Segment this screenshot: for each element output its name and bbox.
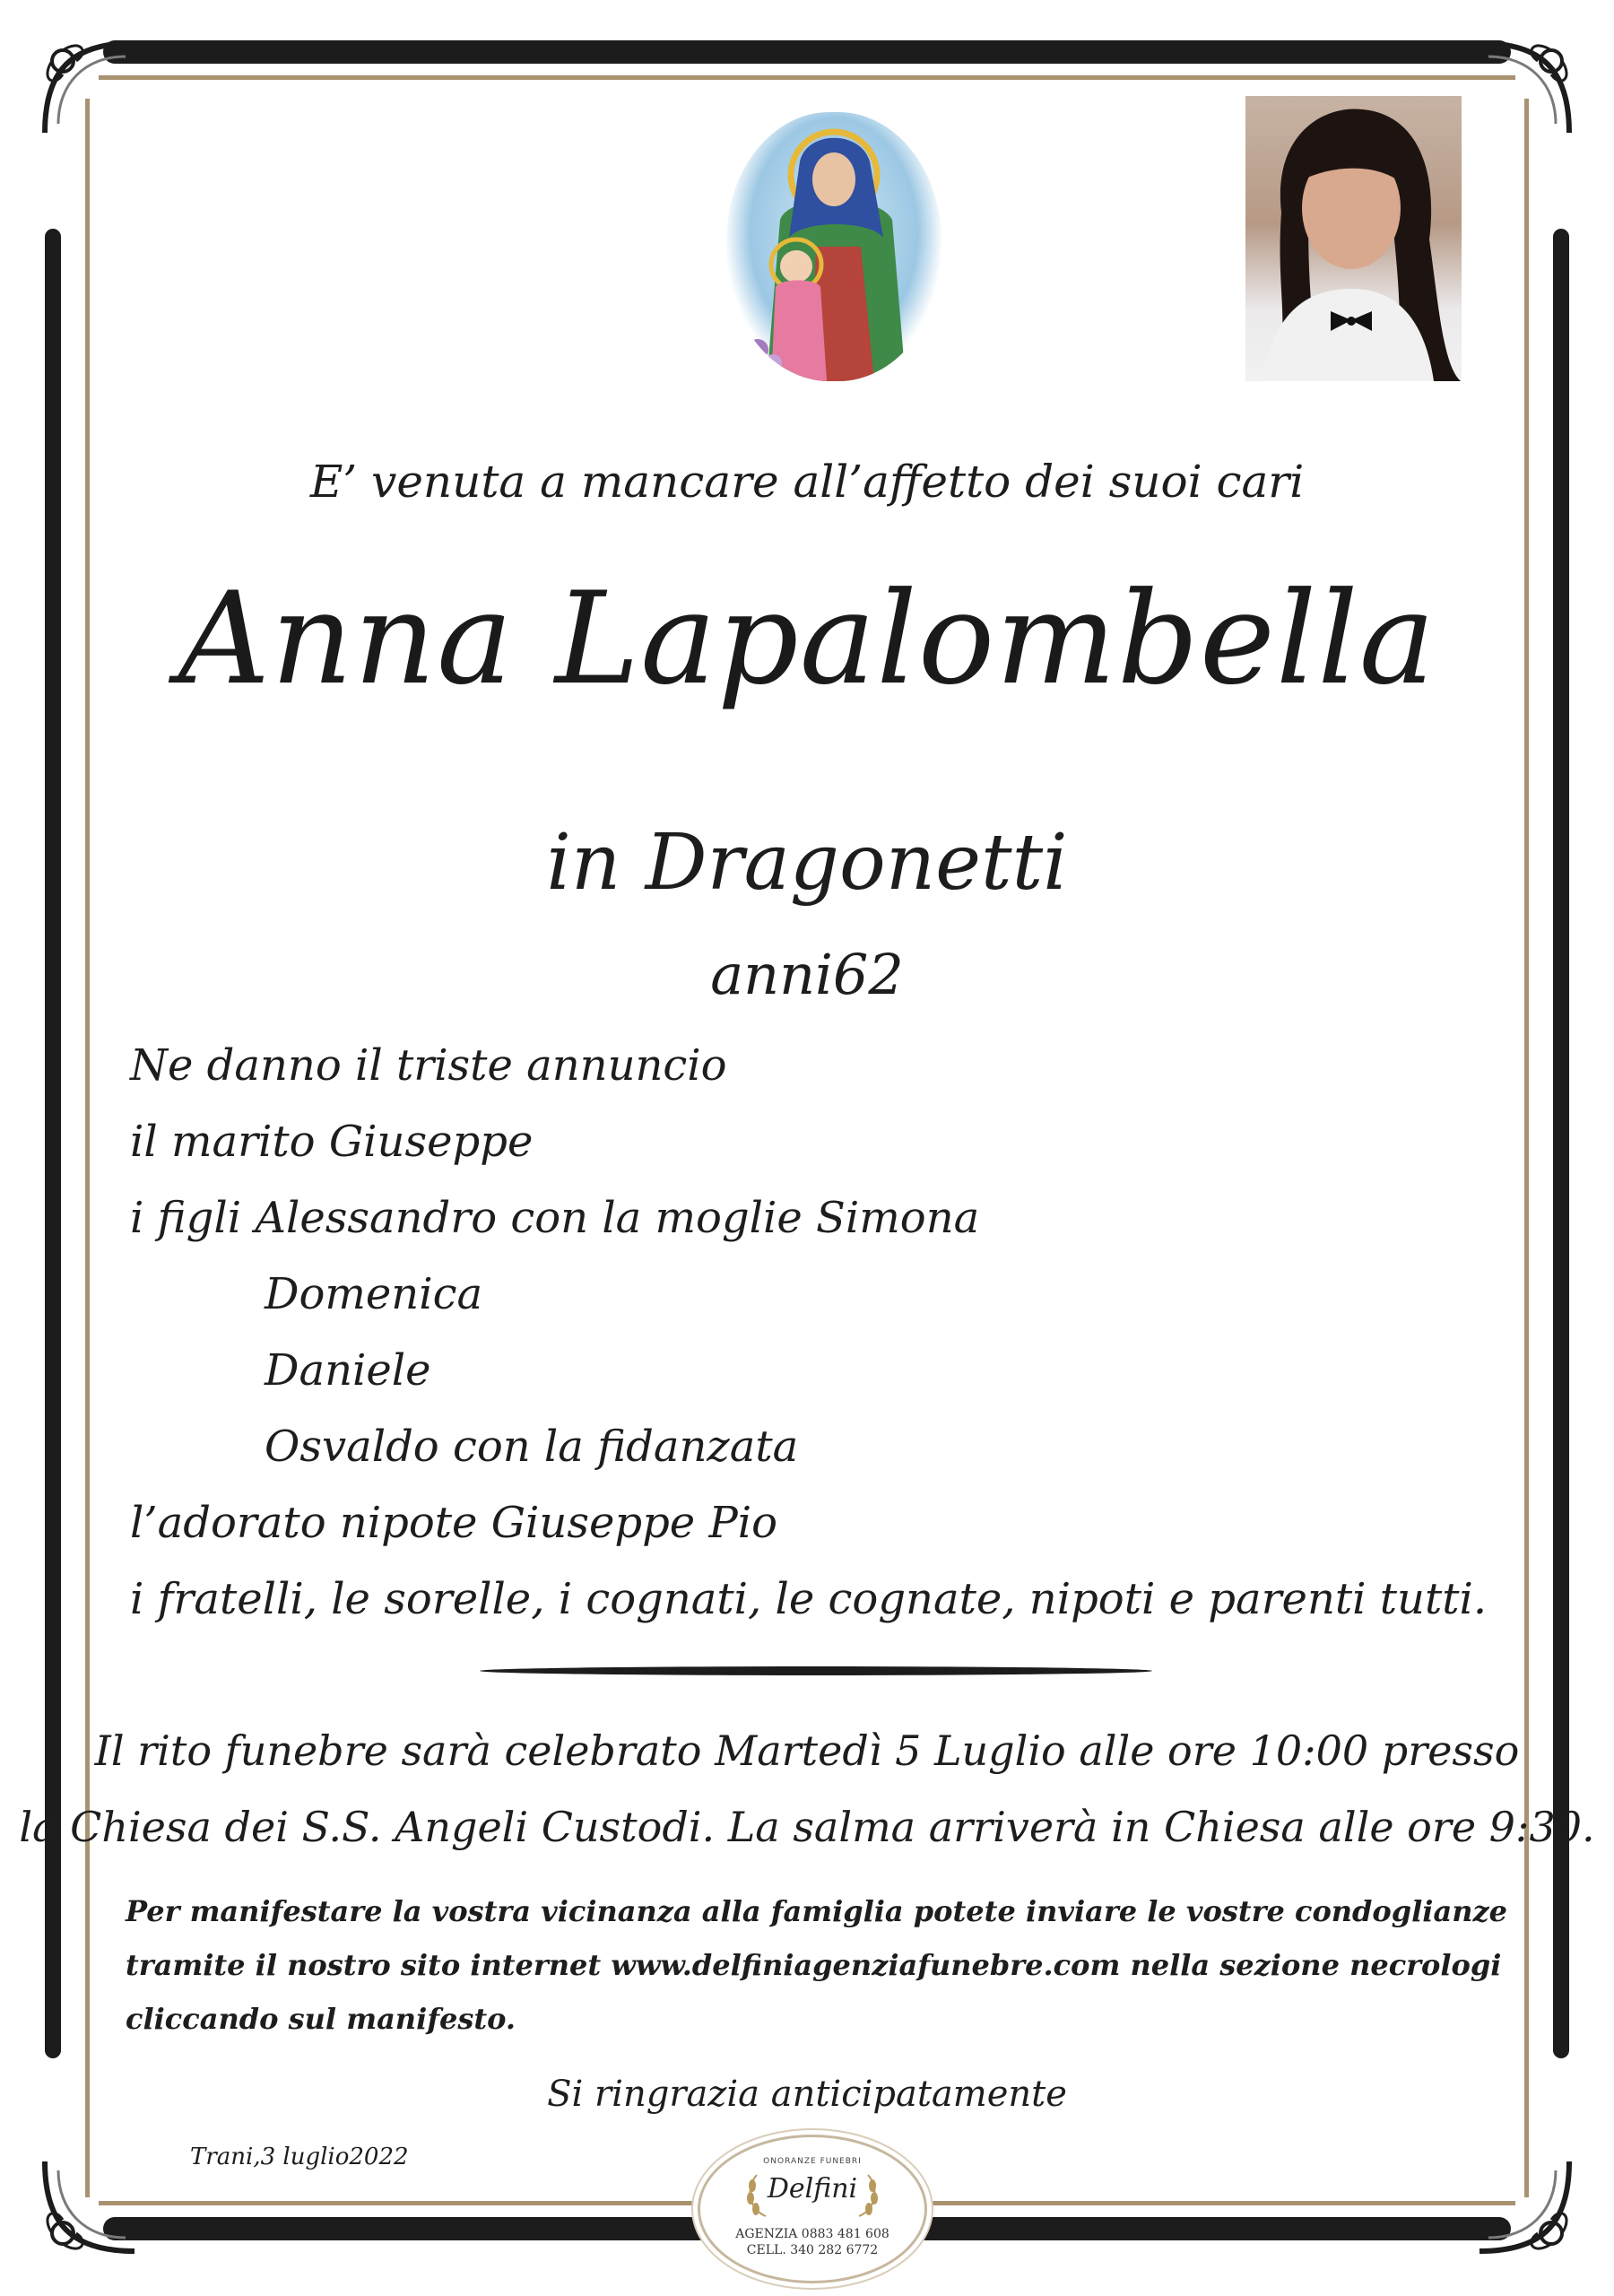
saint-anne-image	[726, 112, 941, 381]
section-divider	[480, 1666, 1152, 1675]
intro-text: E’ venuta a mancare all’affetto dei suoi cari	[309, 456, 1305, 508]
corner-ornament-top-left	[36, 34, 143, 142]
thanks-text: Si ringrazia anticipatamente	[547, 2074, 1067, 2115]
agency-logo	[698, 2135, 927, 2283]
condolence-line: Per manifestare la vostra vicinanza alla famiglia potete inviare le vostre condoglianze	[126, 1894, 1507, 1928]
married-name: in Dragonetti	[546, 818, 1068, 908]
frame-left-gold-line	[85, 99, 90, 2197]
family-line: i figli Alessandro con la moglie Simona	[130, 1193, 980, 1243]
notice-date: Trani,3 luglio2022	[190, 2144, 409, 2170]
family-line: i fratelli, le sorelle, i cognati, le cognate, nipoti e parenti tutti.	[130, 1574, 1488, 1624]
logo-brand: Delfini	[767, 2173, 858, 2205]
age-text: anni62	[710, 942, 904, 1007]
laurel-right-icon	[855, 2173, 881, 2218]
frame-top-bar	[103, 40, 1511, 64]
family-line: Daniele	[265, 1345, 431, 1396]
family-line: Ne danno il triste annuncio	[130, 1040, 727, 1091]
frame-top-gold-line	[99, 75, 1515, 80]
logo-phone-cell: CELL. 340 282 6772	[746, 2243, 879, 2257]
rite-line: la Chiesa dei S.S. Angeli Custodi. La salma arriverà in Chiesa alle ore 9:30.	[19, 1803, 1595, 1851]
frame-right-gold-line	[1524, 99, 1529, 2197]
family-line: l’adorato nipote Giuseppe Pio	[130, 1498, 778, 1548]
logo-phone-agency: AGENZIA 0883 481 608	[735, 2227, 889, 2241]
deceased-name: Anna Lapalombella	[178, 565, 1436, 713]
corner-ornament-bottom-left	[36, 2152, 143, 2260]
condolence-line: cliccando sul manifesto.	[126, 2002, 516, 2036]
logo-tagline: ONORANZE FUNEBRI	[763, 2157, 862, 2166]
condolence-line: tramite il nostro sito internet www.delfiniagenziafunebre.com nella sezione necrologi	[126, 1948, 1502, 1982]
family-line: Osvaldo con la fidanzata	[265, 1422, 799, 1472]
family-line: Domenica	[265, 1269, 483, 1319]
corner-ornament-top-right	[1471, 34, 1578, 142]
corner-ornament-bottom-right	[1471, 2152, 1578, 2260]
rite-line: Il rito funebre sarà celebrato Martedì 5 Luglio alle ore 10:00 presso	[94, 1726, 1520, 1775]
deceased-portrait	[1245, 96, 1462, 381]
family-line: il marito Giuseppe	[130, 1117, 534, 1167]
